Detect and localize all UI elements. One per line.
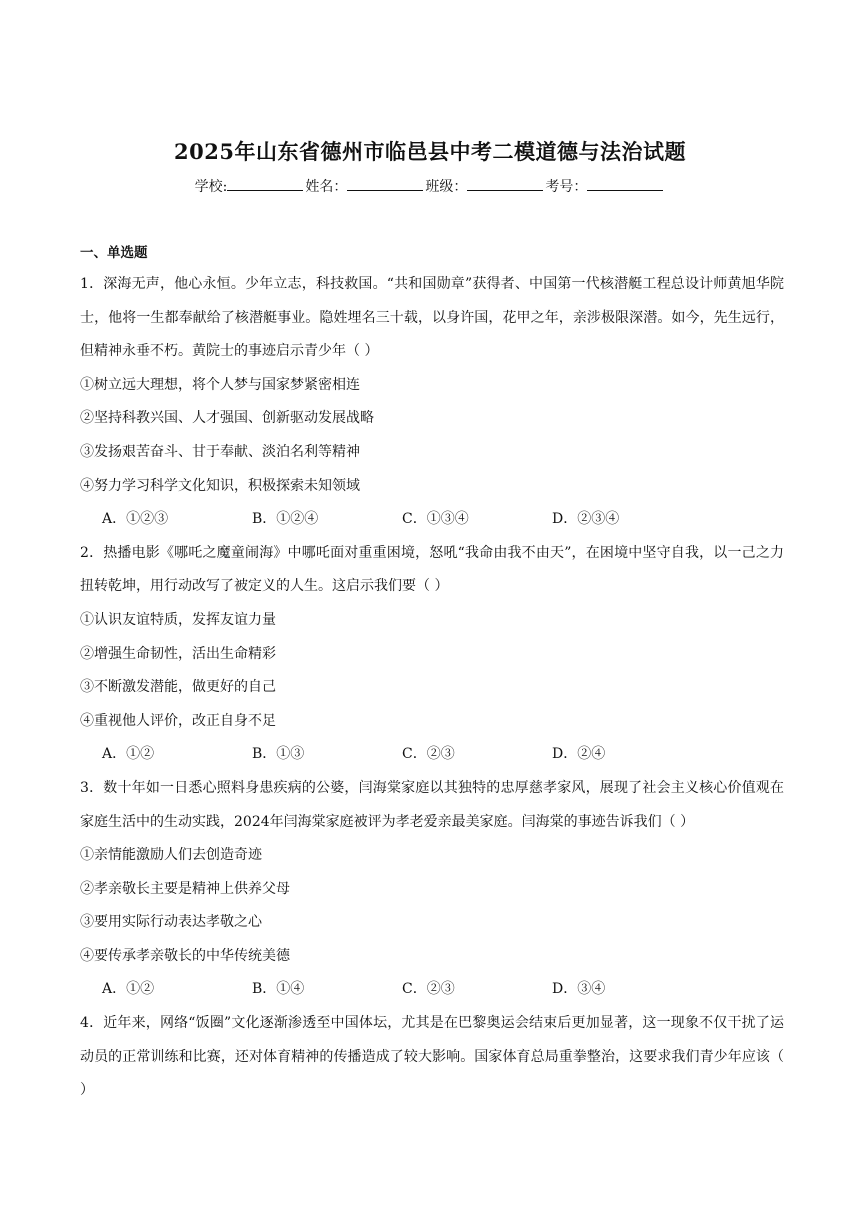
statement-option: ③发扬艰苦奋斗、甘于奉献、淡泊名利等精神 — [80, 443, 360, 460]
question — [80, 1007, 784, 1108]
statement-option: ①亲情能激励人们去创造奇迹 — [80, 847, 262, 864]
statement-option: ①树立远大理想，将个人梦与国家梦紧密相连 — [80, 376, 360, 393]
statement-option: ④重视他人评价，改正自身不足 — [80, 712, 276, 729]
name-blank — [347, 176, 423, 191]
exam-number-label: 考号： — [545, 179, 588, 195]
choice-c: C．②③ — [402, 746, 455, 763]
statement-option: ①认识友谊特质，发挥友谊力量 — [80, 611, 276, 628]
choice-b: B．①②④ — [252, 511, 319, 528]
choice-c: C．②③ — [402, 981, 455, 998]
question-list — [80, 268, 784, 1108]
choice-a: A．①②③ — [102, 511, 169, 528]
choice-d: D．②④ — [552, 746, 606, 763]
statement-option: ③要用实际行动表达孝敬之心 — [80, 914, 262, 931]
student-info-row — [0, 176, 860, 196]
answer-choices — [80, 973, 784, 1007]
class-blank — [467, 176, 543, 191]
choice-d: D．②③④ — [552, 511, 620, 528]
question-stem: 3．数十年如一日悉心照料身患疾病的公婆，闫海棠家庭以其独特的忠厚慈孝家风，展现了社会主义核心价值观在家庭生活中的生动实践，2024年闫海棠家庭被评为孝老爱亲最美家庭。闫海棠的事迹告诉我们（ ） — [80, 779, 784, 830]
school-label: 学校: — [194, 179, 228, 195]
question — [80, 268, 784, 537]
choice-b: B．①④ — [252, 981, 305, 998]
question — [80, 772, 784, 1007]
statement-option: ④努力学习科学文化知识，积极探索未知领域 — [80, 477, 360, 494]
exam-title: 2025年山东省德州市临邑县中考二模道德与法治试题 — [174, 139, 686, 164]
question-stem: 4．近年来，网络“饭圈”文化逐渐渗透至中国体坛，尤其是在巴黎奥运会结束后更加显著，这一现象不仅干扰了运动员的正常训练和比赛，还对体育精神的传播造成了较大影响。国家体育总局重拳整治，这要求我们青少年应该（ ） — [80, 1015, 784, 1099]
exam-number-blank — [587, 176, 663, 191]
answer-choices — [80, 503, 784, 537]
statement-option: ②增强生命韧性，活出生命精彩 — [80, 645, 276, 662]
choice-b: B．①③ — [252, 746, 305, 763]
statement-option: ②坚持科教兴国、人才强国、创新驱动发展战略 — [80, 410, 374, 427]
question-stem: 1．深海无声，他心永恒。少年立志，科技救国。“共和国勋章”获得者、中国第一代核潜艇工程总设计师黄旭华院士，他将一生都奉献给了核潜艇事业。隐姓埋名三十载，以身许国，花甲之年，亲涉极限深潜。如今，先生远行，但精神永垂不朽。黄院士的事迹启示青少年（ ） — [80, 276, 784, 360]
question — [80, 537, 784, 772]
statement-option: ③不断激发潜能，做更好的自己 — [80, 679, 276, 696]
section-heading: 一、单选题 — [80, 245, 148, 261]
choice-c: C．①③④ — [402, 511, 469, 528]
statement-option: ②孝亲敬长主要是精神上供养父母 — [80, 880, 290, 897]
choice-a: A．①② — [102, 746, 155, 763]
class-label: 班级： — [425, 179, 468, 195]
question-stem: 2．热播电影《哪吒之魔童闹海》中哪吒面对重重困境，怒吼“我命由我不由天”，在困境中坚守自我，以一己之力扭转乾坤，用行动改写了被定义的人生。这启示我们要（ ） — [80, 544, 784, 595]
name-label: 姓名： — [305, 179, 348, 195]
choice-a: A．①② — [102, 981, 155, 998]
answer-choices — [80, 738, 784, 772]
school-blank — [227, 176, 303, 191]
choice-d: D．③④ — [552, 981, 606, 998]
statement-option: ④要传承孝亲敬长的中华传统美德 — [80, 947, 290, 964]
